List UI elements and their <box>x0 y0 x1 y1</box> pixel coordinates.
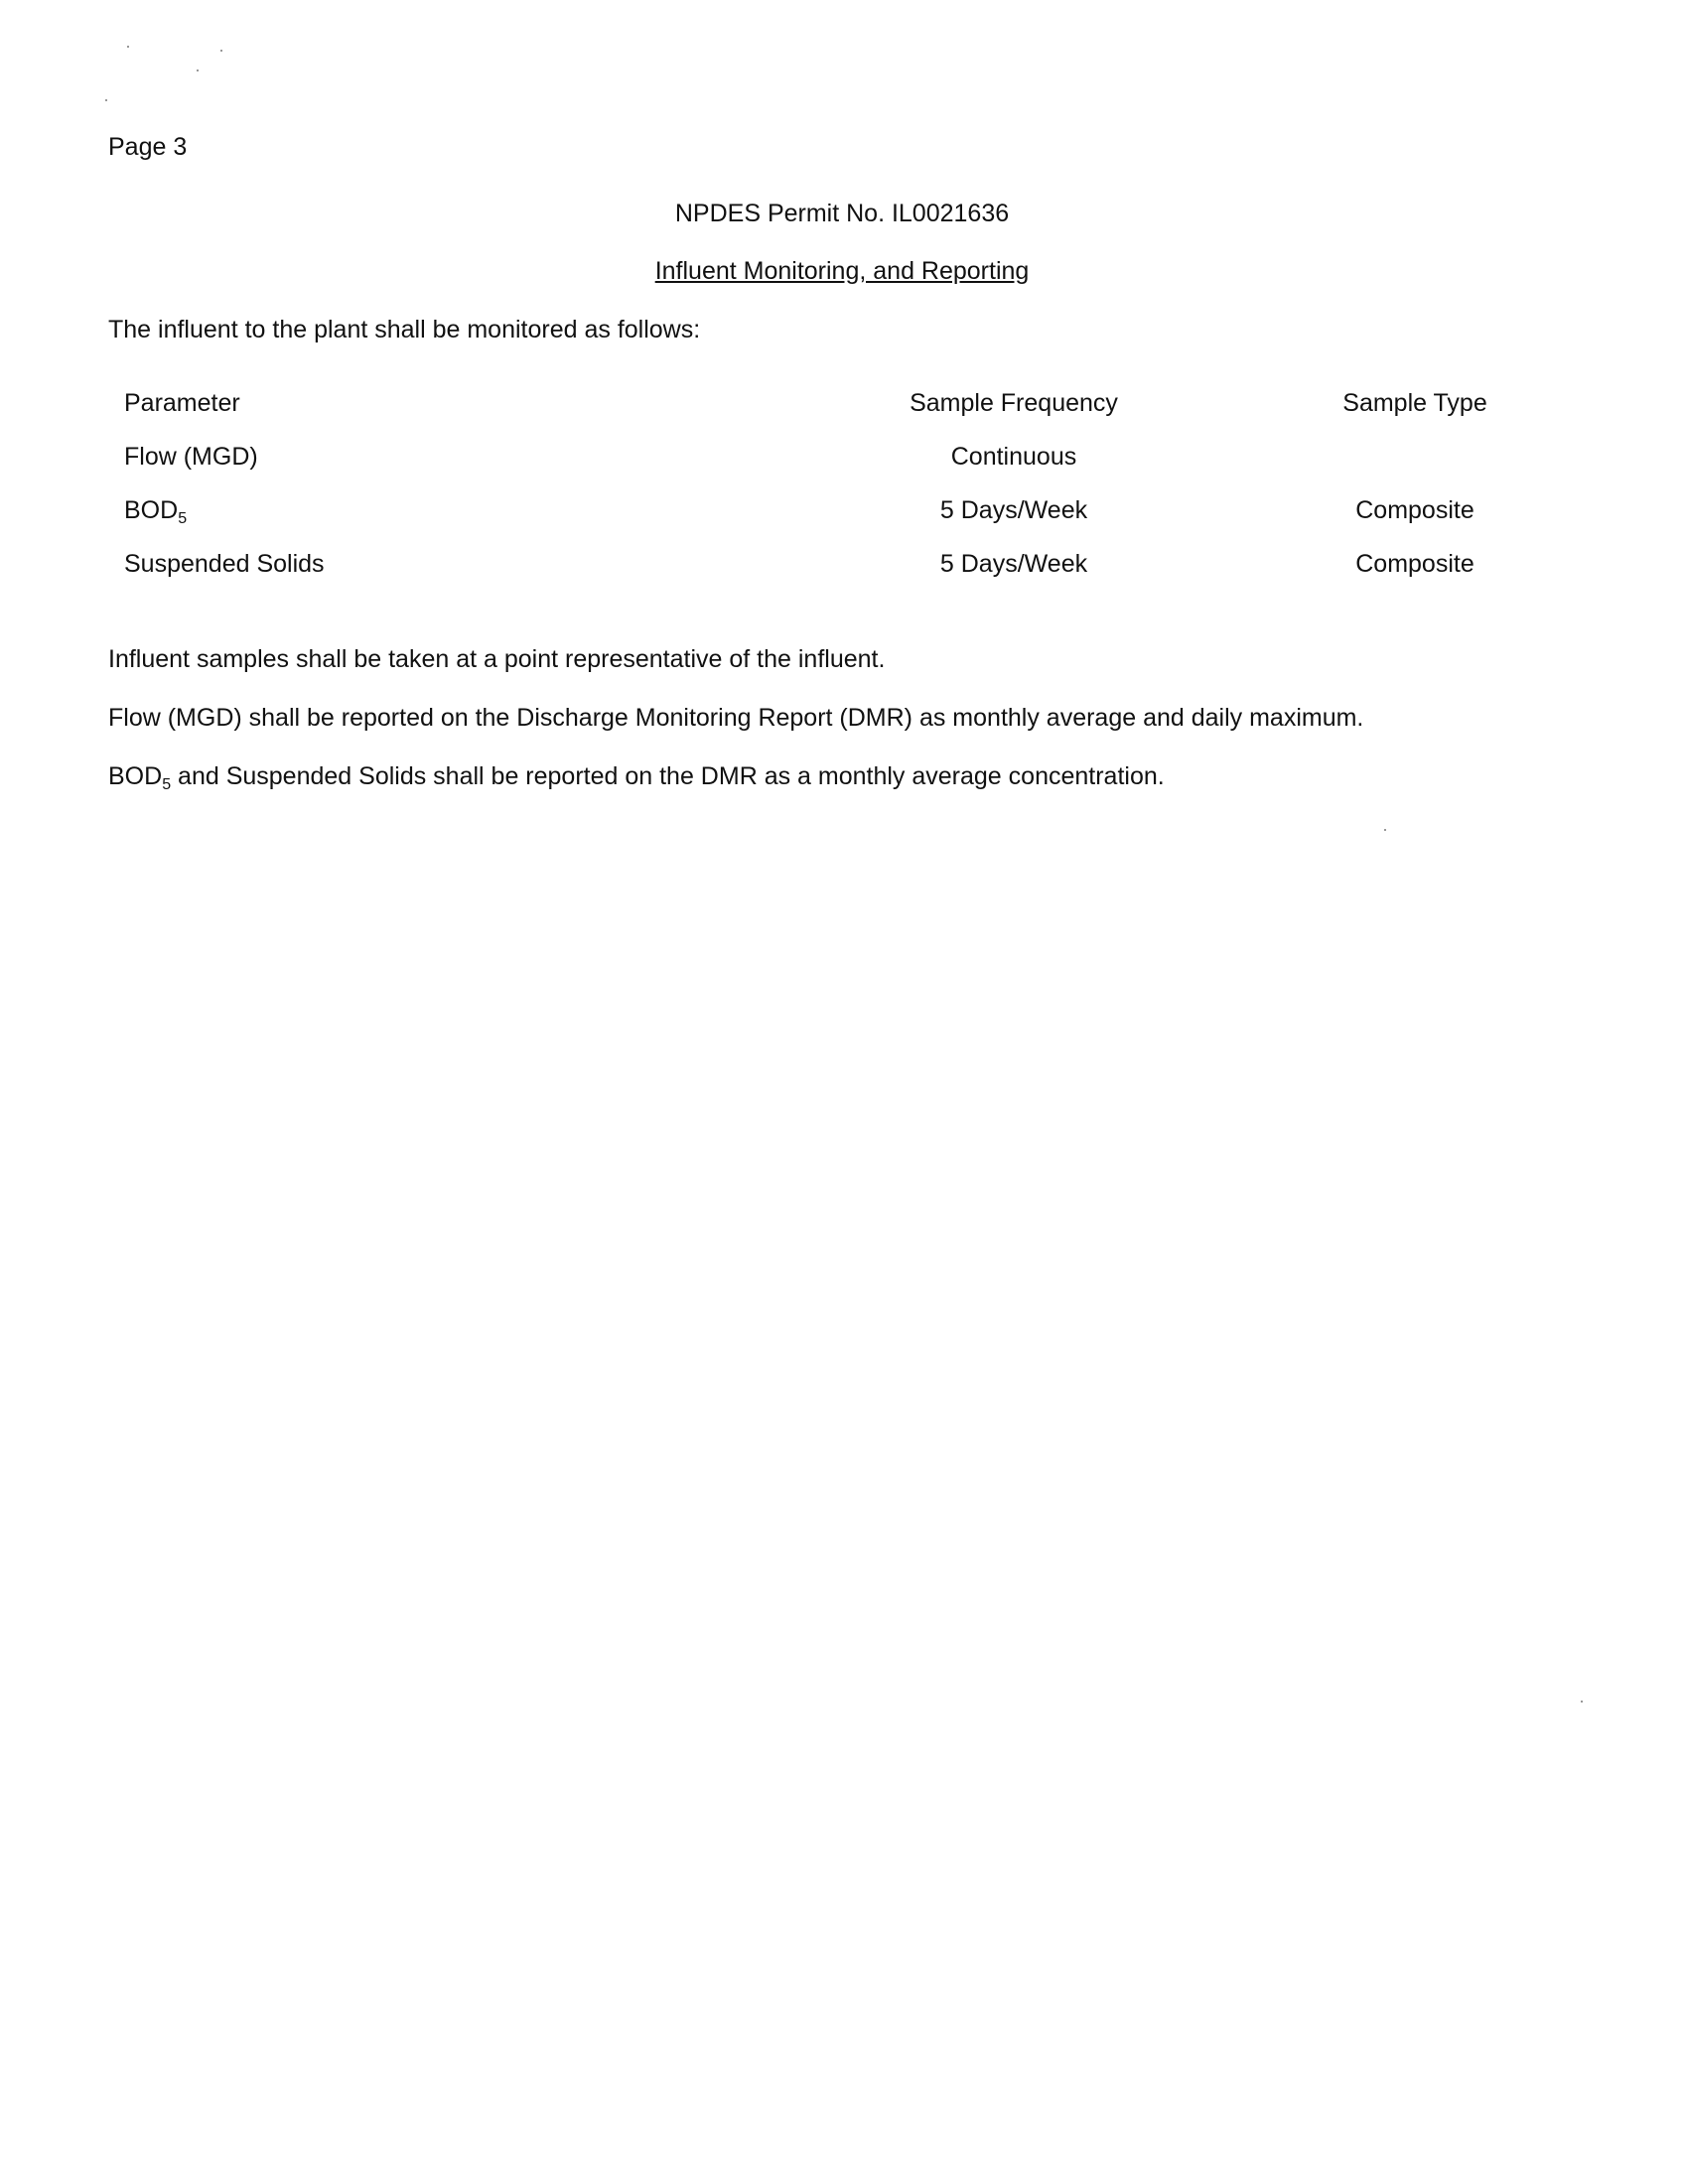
table-header-row <box>124 389 1514 443</box>
row-type: Composite <box>1355 550 1474 578</box>
row-type: Composite <box>1355 496 1474 524</box>
row-parameter: Suspended Solids <box>124 550 325 578</box>
row-frequency: 5 Days/Week <box>939 550 1088 578</box>
intro-text: The influent to the plant shall be monitored as follows: <box>108 316 701 343</box>
table-row <box>124 496 1514 550</box>
permit-number: NPDES Permit No. IL0021636 <box>674 200 1010 227</box>
scan-speck <box>1384 829 1386 831</box>
scan-speck <box>127 46 129 48</box>
table-row <box>124 550 1514 604</box>
scan-speck <box>105 99 107 101</box>
page-label: Page 3 <box>108 133 188 161</box>
note-sampling-point: Influent samples shall be taken at a point representative of the influent. <box>108 645 886 673</box>
monitoring-table <box>124 389 1514 604</box>
row-frequency: Continuous <box>950 443 1077 471</box>
scan-speck <box>220 50 222 52</box>
header-parameter: Parameter <box>124 389 240 417</box>
header-frequency: Sample Frequency <box>910 389 1118 417</box>
scan-speck <box>197 69 199 71</box>
row-frequency: 5 Days/Week <box>939 496 1088 524</box>
note-bod-reporting: $BOD_5$ and Suspended Solids shall be reported on the DMR as a monthly average concentration. <box>108 762 1165 793</box>
header-type: Sample Type <box>1342 389 1487 417</box>
row-parameter: $BOD_5$ <box>124 496 188 527</box>
scan-speck <box>1581 1701 1583 1703</box>
row-parameter: Flow (MGD) <box>124 443 258 471</box>
note-flow-reporting: Flow (MGD) shall be reported on the Discharge Monitoring Report (DMR) as monthly average and daily maximum. <box>108 704 1364 732</box>
section-title: Influent Monitoring, and Reporting <box>654 257 1030 285</box>
table-row <box>124 443 1514 496</box>
